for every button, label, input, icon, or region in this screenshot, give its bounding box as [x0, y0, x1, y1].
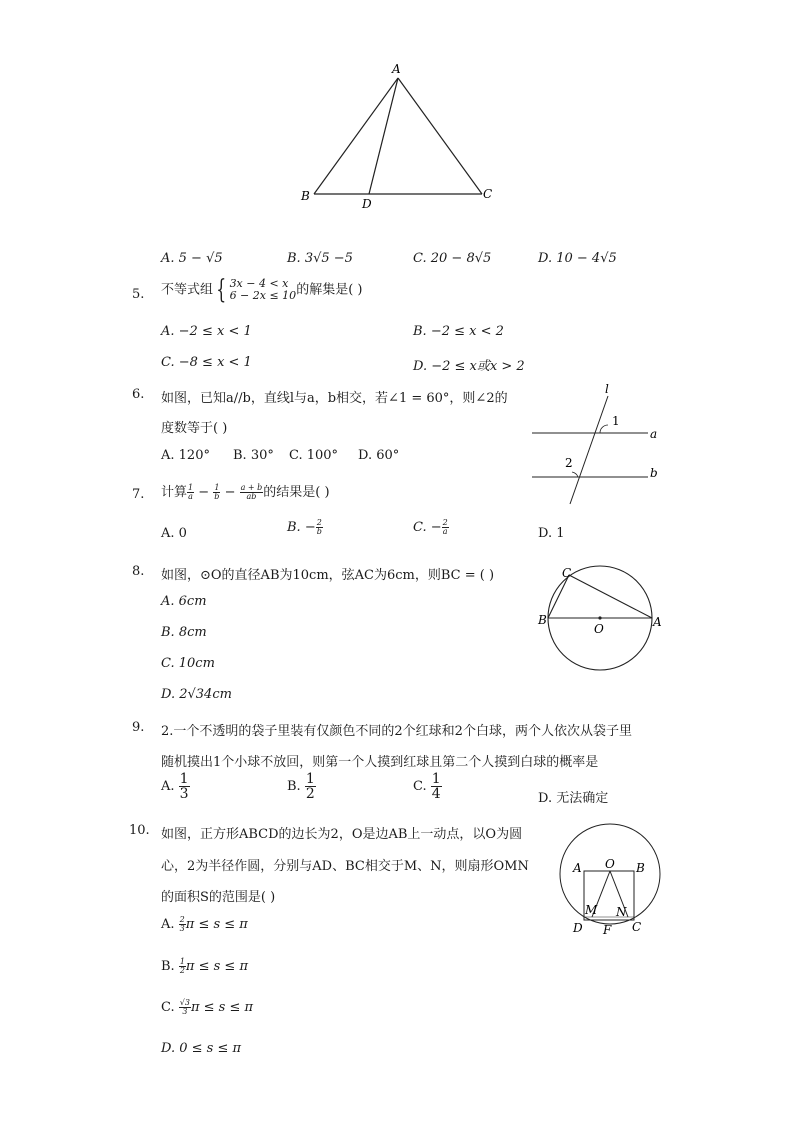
q6-option-d[interactable]: D. 60° [358, 448, 400, 463]
q9-number: 9. [132, 720, 145, 735]
q10-number: 10. [129, 823, 150, 838]
label-b: B [301, 189, 310, 203]
q8-option-d[interactable]: D. 2√34cm [161, 687, 232, 702]
q7-option-c[interactable]: C. − $\frac{2}{a}$ [413, 518, 448, 536]
q7-frac2: $\frac{1}{b}$ [214, 483, 220, 501]
q7-number: 7. [132, 487, 145, 502]
q5-option-a[interactable]: A. −2 ≤ x < 1 [161, 324, 252, 339]
q4-option-d[interactable]: D. 10 − 4√5 [538, 251, 617, 266]
q5-brace: { [216, 275, 227, 305]
q9-option-c[interactable]: C. $\frac{1}{4}$ [413, 771, 441, 802]
q7-frac3: $\frac{a + b}{ab}$ [240, 483, 263, 501]
q7-option-d[interactable]: D. 1 [538, 526, 565, 541]
q5-system [230, 278, 297, 302]
label-o: O [605, 857, 615, 871]
label-m: M [585, 903, 598, 917]
q10-option-d[interactable]: D. 0 ≤ s ≤ π [161, 1041, 242, 1056]
q10-option-b[interactable]: B. $\frac{1}{2}$ π ≤ s ≤ π [161, 957, 248, 975]
q9-option-b[interactable]: B. $\frac{1}{2}$ [287, 771, 315, 802]
q8-option-c[interactable]: C. 10cm [161, 656, 215, 671]
label-a-line: a [650, 427, 658, 441]
q5-suffix: 的解集是( ) [296, 282, 363, 298]
label-a: A [573, 861, 582, 875]
label-b-line: b [650, 466, 658, 480]
q7-suffix: 的结果是( ) [263, 485, 330, 500]
parallel-lines-figure [528, 380, 668, 508]
square-circle-figure [556, 818, 670, 936]
triangle-figure [290, 58, 510, 218]
label-angle-1: 1 [612, 414, 620, 428]
q5-eq2: 6 − 2x ≤ 10 [229, 289, 297, 302]
label-l: l [605, 382, 609, 396]
q9-option-a[interactable]: A. $\frac{1}{3}$ [161, 771, 189, 802]
q7-option-b[interactable]: B. − $\frac{2}{b}$ [287, 518, 322, 536]
label-a: A [392, 62, 401, 76]
label-b: B [538, 613, 547, 627]
q5-eq1: 3x − 4 < x [229, 277, 289, 290]
q7-frac1: $\frac{1}{a}$ [188, 483, 194, 501]
q7-minus2: − [224, 485, 236, 500]
q8-option-b[interactable]: B. 8cm [161, 625, 207, 640]
label-f: F [603, 923, 612, 936]
circle-figure [534, 562, 668, 674]
label-d: D [362, 197, 372, 211]
q5-prefix: 不等式组 [161, 282, 214, 298]
q9-option-d[interactable]: D. 无法确定 [538, 791, 609, 806]
q5-option-b[interactable]: B. −2 ≤ x < 2 [413, 324, 504, 339]
q4-option-c[interactable]: C. 20 − 8√5 [413, 251, 492, 266]
q6-number: 6. [132, 387, 145, 402]
q8-option-a[interactable]: A. 6cm [161, 594, 207, 609]
q6-line2: 度数等于( ) [161, 421, 228, 436]
q9-line1: 2.一个不透明的袋子里装有仅颜色不同的2个红球和2个白球，两个人依次从袋子里 [161, 724, 632, 739]
q7-minus1: − [198, 485, 210, 500]
label-angle-2: 2 [565, 456, 573, 470]
label-b: B [636, 861, 645, 875]
q10-line3: 的面积S的范围是( ) [161, 890, 276, 905]
label-o: O [594, 622, 604, 636]
q9-line2: 随机摸出1个小球不放回，则第一个人摸到红球且第二个人摸到白球的概率是 [161, 755, 599, 770]
label-c: C [632, 920, 642, 934]
q7-option-a[interactable]: A. 0 [161, 526, 187, 541]
q10-line1: 如图，正方形ABCD的边长为2，O是边AB上一动点，以O为圆 [161, 827, 523, 842]
q10-option-a[interactable]: A. $\frac{2}{3}$ π ≤ s ≤ π [161, 915, 248, 933]
q8-stem: 如图，⊙O的直径AB为10cm，弦AC为6cm，则BC = ( ) [161, 568, 495, 583]
q5-stem [161, 275, 363, 305]
q8-number: 8. [132, 564, 145, 579]
q6-option-c[interactable]: C. 100° [289, 448, 339, 463]
q4-option-a[interactable]: A. 5 − √5 [161, 251, 223, 266]
q6-option-b[interactable]: B. 30° [233, 448, 274, 463]
q5-option-d[interactable]: D. −2 ≤ x或x > 2 [413, 359, 525, 374]
q10-option-c[interactable]: C. $\frac{√3}{3}$ π ≤ s ≤ π [161, 998, 254, 1016]
q7-prefix: 计算 [161, 485, 188, 500]
q6-line1: 如图，已知a//b，直线l与a，b相交，若∠1 = 60°，则∠2的 [161, 391, 508, 406]
q10-line2: 心，2为半径作圆，分别与AD、BC相交于M、N，则扇形OMN [161, 859, 529, 874]
q4-option-b[interactable]: B. 3√5 −5 [287, 251, 353, 266]
label-a: A [653, 615, 662, 629]
label-c: C [562, 566, 572, 580]
label-c: C [483, 187, 493, 201]
q7-stem [161, 481, 330, 501]
q5-number: 5. [132, 287, 145, 302]
q6-option-a[interactable]: A. 120° [161, 448, 210, 463]
label-n: N [616, 905, 627, 919]
label-d: D [573, 921, 583, 935]
q5-option-c[interactable]: C. −8 ≤ x < 1 [161, 355, 252, 370]
